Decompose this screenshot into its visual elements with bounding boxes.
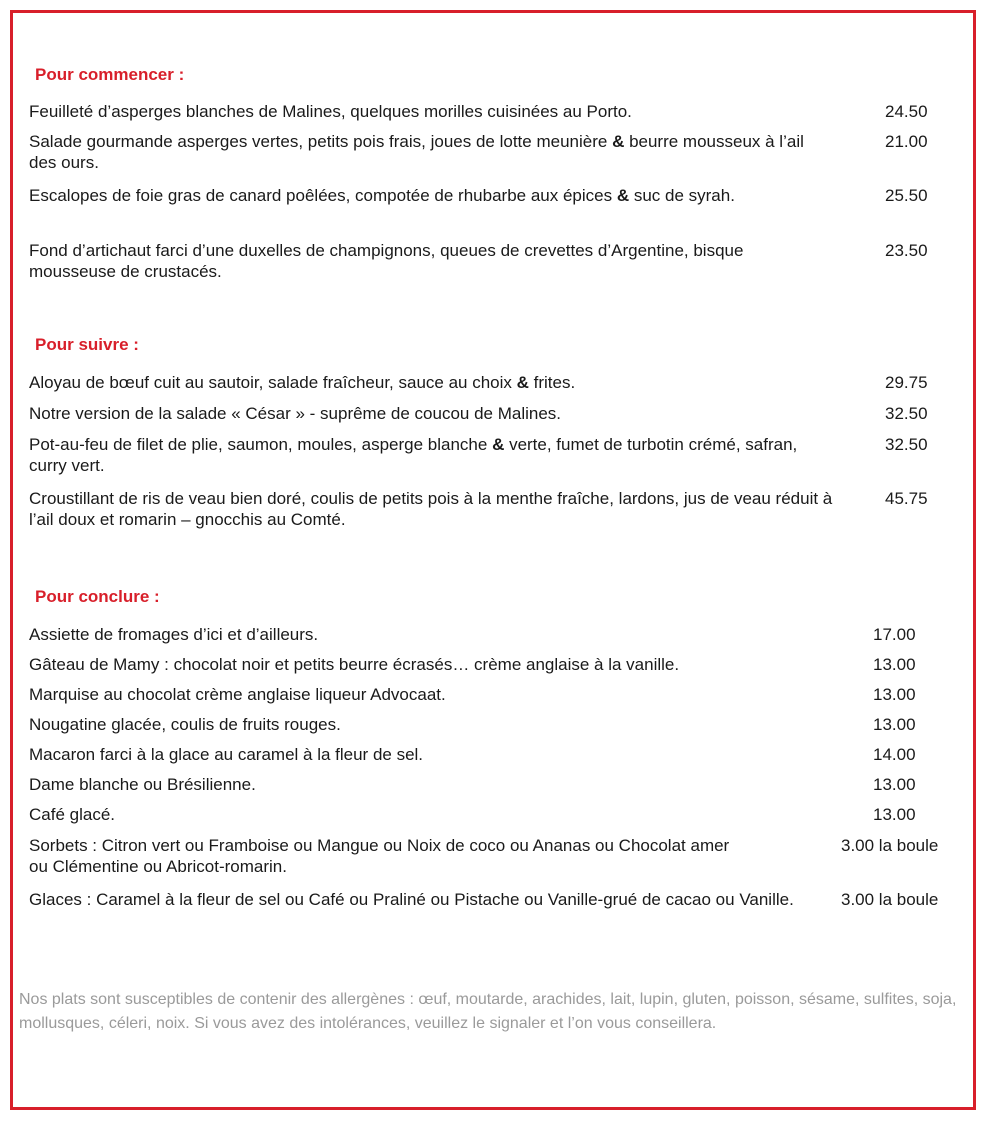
item-description: Nougatine glacée, coulis de fruits rouges. (29, 715, 341, 734)
item-description: Macaron farci à la glace au caramel à la fleur de sel. (29, 745, 424, 764)
item-price: 13.00 (873, 775, 916, 794)
item-description: Pot-au-feu de filet de plie, saumon, moules, asperge blanche & verte, fumet de turbotin crémé, safran, curry vert. (29, 435, 798, 475)
item-price: 13.00 (873, 805, 916, 824)
item-price: 24.50 (885, 102, 928, 121)
item-price: 3.00 la boule (841, 890, 939, 909)
item-description: Aloyau de bœuf cuit au sautoir, salade fraîcheur, sauce au choix & frites. (29, 373, 576, 392)
item-price: 29.75 (885, 373, 928, 392)
item-price: 14.00 (873, 745, 916, 764)
item-description: Assiette de fromages d’ici et d’ailleurs. (29, 625, 319, 644)
item-price: 21.00 (885, 132, 928, 151)
item-price: 45.75 (885, 489, 928, 508)
item-description: Salade gourmande asperges vertes, petits pois frais, joues de lotte meunière & beurre mousseux à l’ail des ours. (29, 132, 804, 172)
allergen-note: Nos plats sont susceptibles de contenir des allergènes : œuf, moutarde, arachides, lait, lupin, gluten, poisson, sésame, sulfites, soja, mollusques, céleri, noix. Si vous avez des intolérances, veuillez le signaler et l’on vous conseillera. (19, 991, 957, 1032)
item-price: 17.00 (873, 625, 916, 644)
item-price: 3.00 la boule (841, 836, 939, 855)
item-price: 32.50 (885, 404, 928, 423)
item-description: Dame blanche ou Brésilienne. (29, 775, 256, 794)
section-title: Pour suivre : (35, 335, 139, 354)
section-title: Pour conclure : (35, 587, 160, 606)
item-price: 25.50 (885, 186, 928, 205)
item-price: 32.50 (885, 435, 928, 454)
item-description: Gâteau de Mamy : chocolat noir et petits beurre écrasés… crème anglaise à la vanille. (29, 655, 680, 674)
item-description: Escalopes de foie gras de canard poêlées, compotée de rhubarbe aux épices & suc de syrah. (29, 186, 735, 205)
item-description: Café glacé. (29, 805, 115, 824)
item-price: 13.00 (873, 685, 916, 704)
item-description: Marquise au chocolat crème anglaise liqueur Advocaat. (29, 685, 446, 704)
menu-frame (10, 10, 976, 1110)
item-description: Feuilleté d’asperges blanches de Malines, quelques morilles cuisinées au Porto. (29, 102, 632, 121)
item-description: Sorbets : Citron vert ou Framboise ou Mangue ou Noix de coco ou Ananas ou Chocolat amer ou Clémentine ou Abricot-romarin. (29, 836, 730, 876)
item-price: 23.50 (885, 241, 928, 260)
item-description: Notre version de la salade « César » - suprême de coucou de Malines. (29, 404, 562, 423)
item-price: 13.00 (873, 655, 916, 674)
item-description: Croustillant de ris de veau bien doré, coulis de petits pois à la menthe fraîche, lardons, jus de veau réduit à l’ail doux et romarin – gnocchis au Comté. (29, 489, 833, 529)
section-title: Pour commencer : (35, 65, 185, 84)
item-price: 13.00 (873, 715, 916, 734)
item-description: Glaces : Caramel à la fleur de sel ou Café ou Praliné ou Pistache ou Vanille-grué de cacao ou Vanille. (29, 890, 794, 909)
item-description: Fond d’artichaut farci d’une duxelles de champignons, queues de crevettes d’Argentine, bisque mousseuse de crustacés. (29, 241, 744, 281)
